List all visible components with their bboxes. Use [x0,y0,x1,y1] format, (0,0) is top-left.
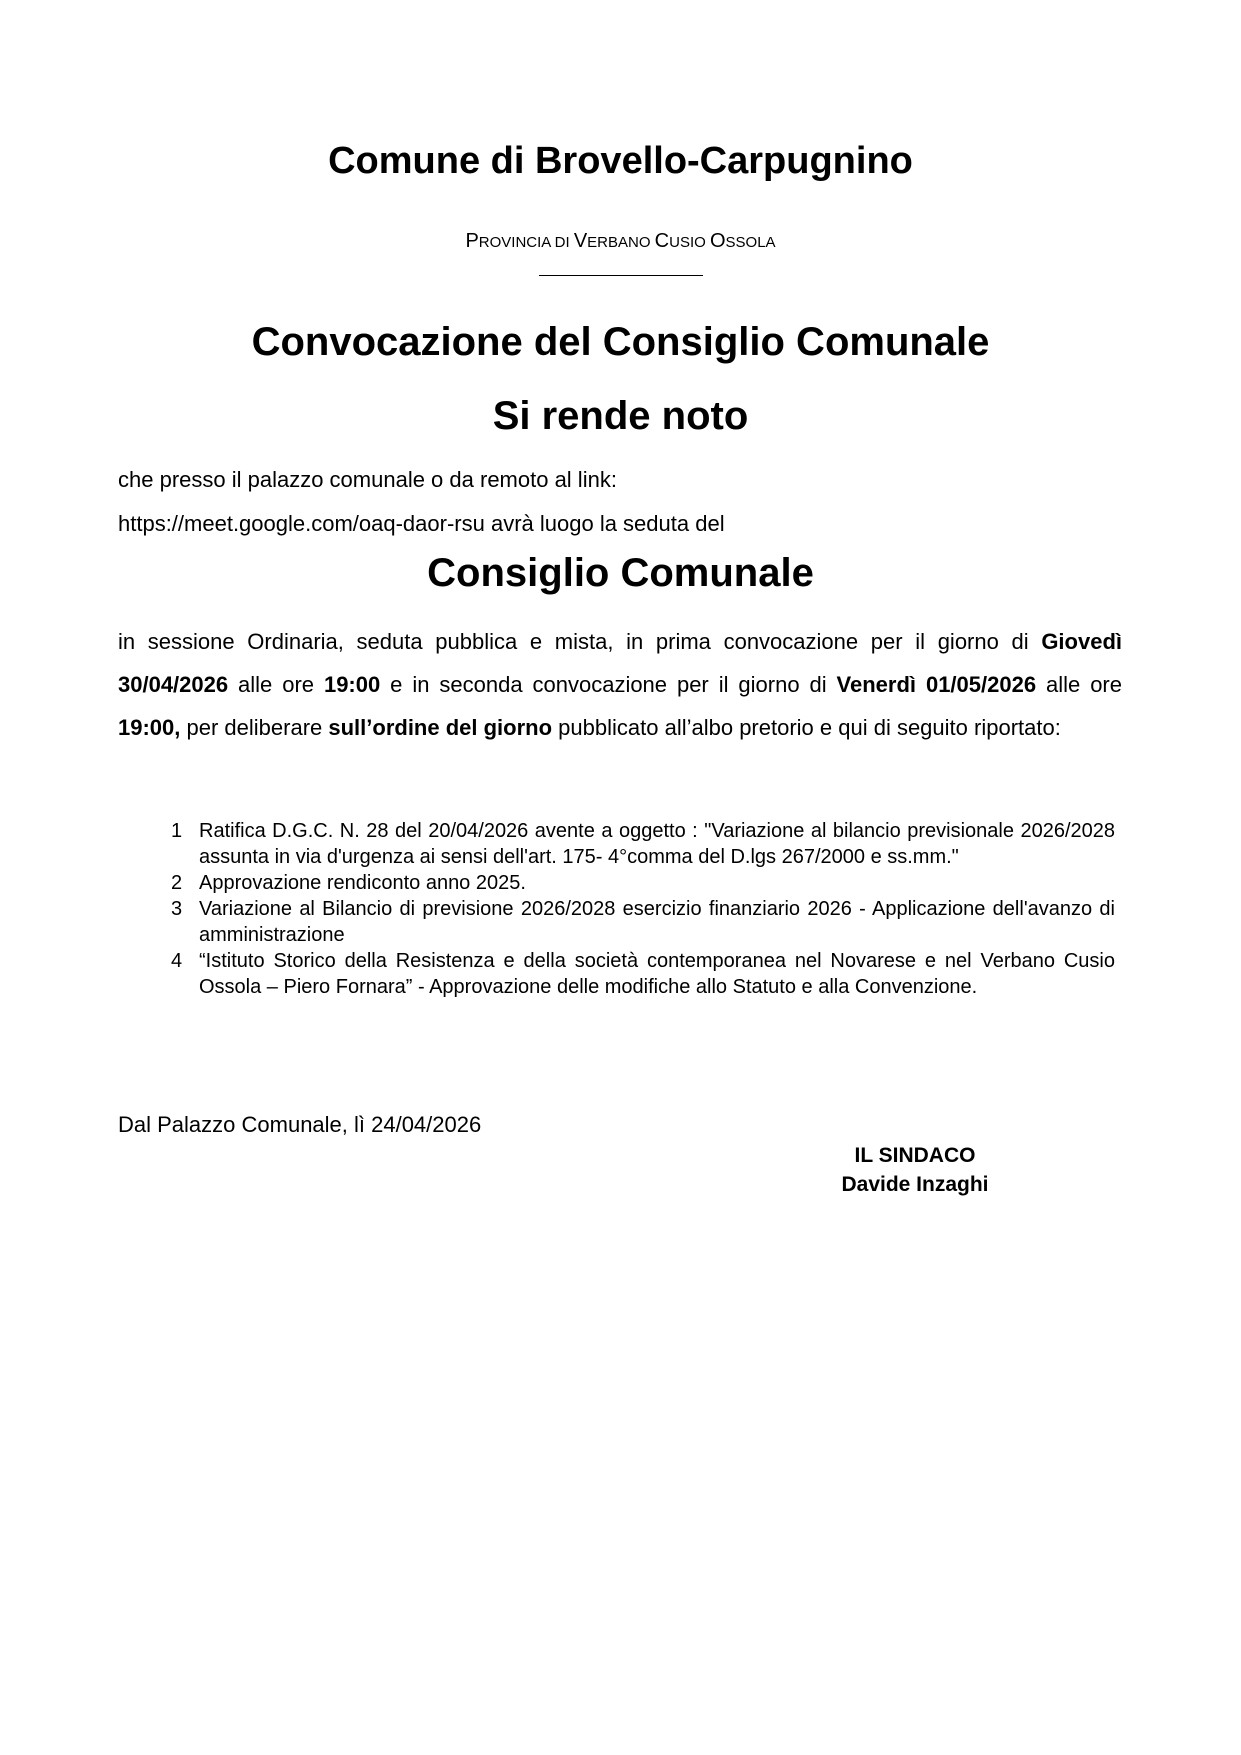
signer-role: IL SINDACO [854,1144,976,1167]
agenda-item-text: “Istituto Storico della Resistenza e della società contemporanea nel Novarese e nel Verbano Cusio Ossola – Piero Fornara” - Approvazione delle modifiche allo Statuto e alla Convenzione. [199,950,1115,998]
agenda-item-text: Ratifica D.G.C. N. 28 del 20/04/2026 avente a oggetto : "Variazione al bilancio previsionale 2026/2028 assunta in via d'urgenza ai sensi dell'art. 175- 4°comma del D.lgs 267/2000 e ss.mm." [199,820,1115,868]
document-title: Convocazione del Consiglio Comunale [251,320,990,364]
consiglio-heading: Consiglio Comunale [427,551,814,595]
provincia-part: ROVINCIA DI [478,234,574,251]
provincia-part: O [709,230,726,252]
convocation-paragraph [118,620,1122,749]
paragraph-run: alle ore [228,672,324,697]
paragraph-run: in sessione Ordinaria, seduta pubblica e mista, in prima convocazione per il giorno di [118,629,1042,654]
provincia-part: SSOLA [725,234,776,251]
agenda-item [165,818,1115,870]
agenda-item [165,870,1115,896]
comune-title: Comune di Brovello-Carpugnino [328,140,913,182]
agenda-item-number: 4 [171,950,183,972]
signature-block [800,1141,1030,1199]
agenda-list [165,818,1115,1000]
place-date: Dal Palazzo Comunale, lì 24/04/2026 [118,1112,482,1137]
provincia-part: ERBANO [587,234,655,251]
agenda-item-number: 1 [171,820,183,842]
agenda-item [165,896,1115,948]
provincia-part: P [465,230,479,252]
intro-line-2: https://meet.google.com/oaq-daor-rsu avrà luogo la seduta del [118,511,725,536]
document-subtitle: Si rende noto [492,394,749,438]
provincia-part: C [654,230,670,252]
paragraph-bold-run: Venerdì 01/05/2026 [836,672,1037,697]
paragraph-bold-run: 19:00, [118,715,181,740]
agenda-item-number: 3 [171,898,183,920]
paragraph-bold-run: sull’ordine del giorno [328,715,553,740]
paragraph-run: alle ore [1036,672,1122,697]
agenda-item-number: 2 [171,872,183,894]
agenda-item-text: Approvazione rendiconto anno 2025. [199,872,526,894]
header-divider [539,275,703,276]
paragraph-run: per deliberare [180,715,329,740]
provincia-part: USIO [669,234,710,251]
paragraph-run: pubblicato all’albo pretorio e qui di seguito riportato: [552,715,1061,740]
paragraph-bold-run: Giovedì 30/04/2026 [118,629,1122,697]
provincia-subtitle [0,230,1241,253]
paragraph-run: e in seconda convocazione per il giorno di [380,672,837,697]
paragraph-bold-run: 19:00 [323,672,381,697]
signer-name: Davide Inzaghi [841,1173,989,1196]
provincia-part: V [573,230,588,252]
intro-line-1: che presso il palazzo comunale o da remoto al link: [118,467,617,492]
agenda-item [165,948,1115,1000]
agenda-item-text: Variazione al Bilancio di previsione 2026/2028 esercizio finanziario 2026 - Applicazione dell'avanzo di amministrazione [199,898,1115,946]
